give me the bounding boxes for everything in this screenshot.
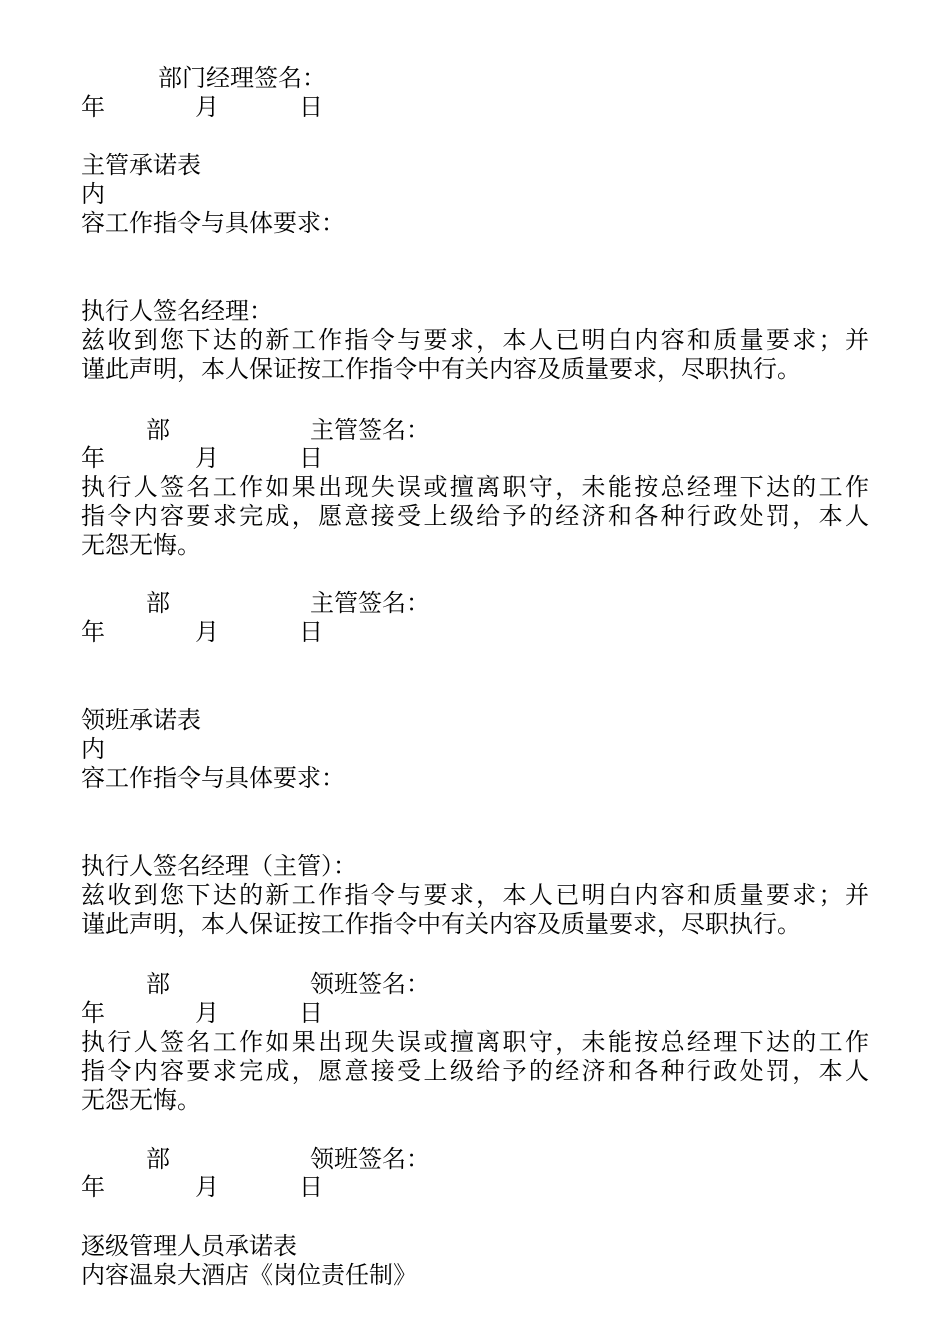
- dept-char: 部: [146, 1145, 170, 1173]
- date-year: 年: [81, 444, 105, 472]
- date-month: 月: [195, 444, 219, 472]
- date-month: 月: [195, 999, 219, 1027]
- penalty-line: 执行人签名工作如果出现失误或擅离职守，未能按总经理下达的工作: [81, 1028, 869, 1056]
- content-label: 容工作指令与具体要求：: [81, 764, 345, 792]
- penalty-line: 无怨无悔。: [81, 531, 201, 559]
- statement-line: 兹收到您下达的新工作指令与要求，本人已明白内容和质量要求；并: [81, 326, 869, 354]
- content-char: 内: [81, 180, 105, 208]
- penalty-line: 指令内容要求完成，愿意接受上级给予的经济和各种行政处罚，本人: [81, 502, 869, 530]
- content-char: 内: [81, 735, 105, 763]
- statement-line: 谨此声明，本人保证按工作指令中有关内容及质量要求，尽职执行。: [81, 355, 801, 383]
- date-day: 日: [299, 618, 323, 646]
- date-year: 年: [81, 93, 105, 121]
- penalty-line: 无怨无悔。: [81, 1086, 201, 1114]
- team-leader-signature-label: 领班签名：: [310, 1145, 430, 1173]
- content-label: 容工作指令与具体要求：: [81, 209, 345, 237]
- supervisor-signature-label: 主管签名：: [310, 589, 430, 617]
- dept-char: 部: [146, 589, 170, 617]
- dept-char: 部: [146, 416, 170, 444]
- statement-line: 谨此声明，本人保证按工作指令中有关内容及质量要求，尽职执行。: [81, 910, 801, 938]
- statement-line: 兹收到您下达的新工作指令与要求，本人已明白内容和质量要求；并: [81, 881, 869, 909]
- executor-signature-label: 执行人签名经理：: [81, 297, 273, 325]
- date-day: 日: [299, 93, 323, 121]
- team-leader-form-title: 领班承诺表: [81, 706, 201, 734]
- date-day: 日: [299, 999, 323, 1027]
- date-year: 年: [81, 1173, 105, 1201]
- supervisor-signature-label: 主管签名：: [310, 416, 430, 444]
- team-leader-signature-label: 领班签名：: [310, 970, 430, 998]
- penalty-line: 执行人签名工作如果出现失误或擅离职守，未能按总经理下达的工作: [81, 473, 869, 501]
- date-day: 日: [299, 444, 323, 472]
- date-month: 月: [195, 93, 219, 121]
- executor-signature-label: 执行人签名经理（主管）：: [81, 852, 357, 880]
- date-day: 日: [299, 1173, 323, 1201]
- management-form-title: 逐级管理人员承诺表: [81, 1232, 297, 1260]
- penalty-line: 指令内容要求完成，愿意接受上级给予的经济和各种行政处罚，本人: [81, 1057, 869, 1085]
- date-year: 年: [81, 618, 105, 646]
- date-month: 月: [195, 1173, 219, 1201]
- date-month: 月: [195, 618, 219, 646]
- date-year: 年: [81, 999, 105, 1027]
- dept-char: 部: [146, 970, 170, 998]
- dept-manager-signature-label: 部门经理签名：: [158, 64, 326, 92]
- content-line: 内容温泉大酒店《岗位责任制》: [81, 1261, 417, 1289]
- supervisor-form-title: 主管承诺表: [81, 151, 201, 179]
